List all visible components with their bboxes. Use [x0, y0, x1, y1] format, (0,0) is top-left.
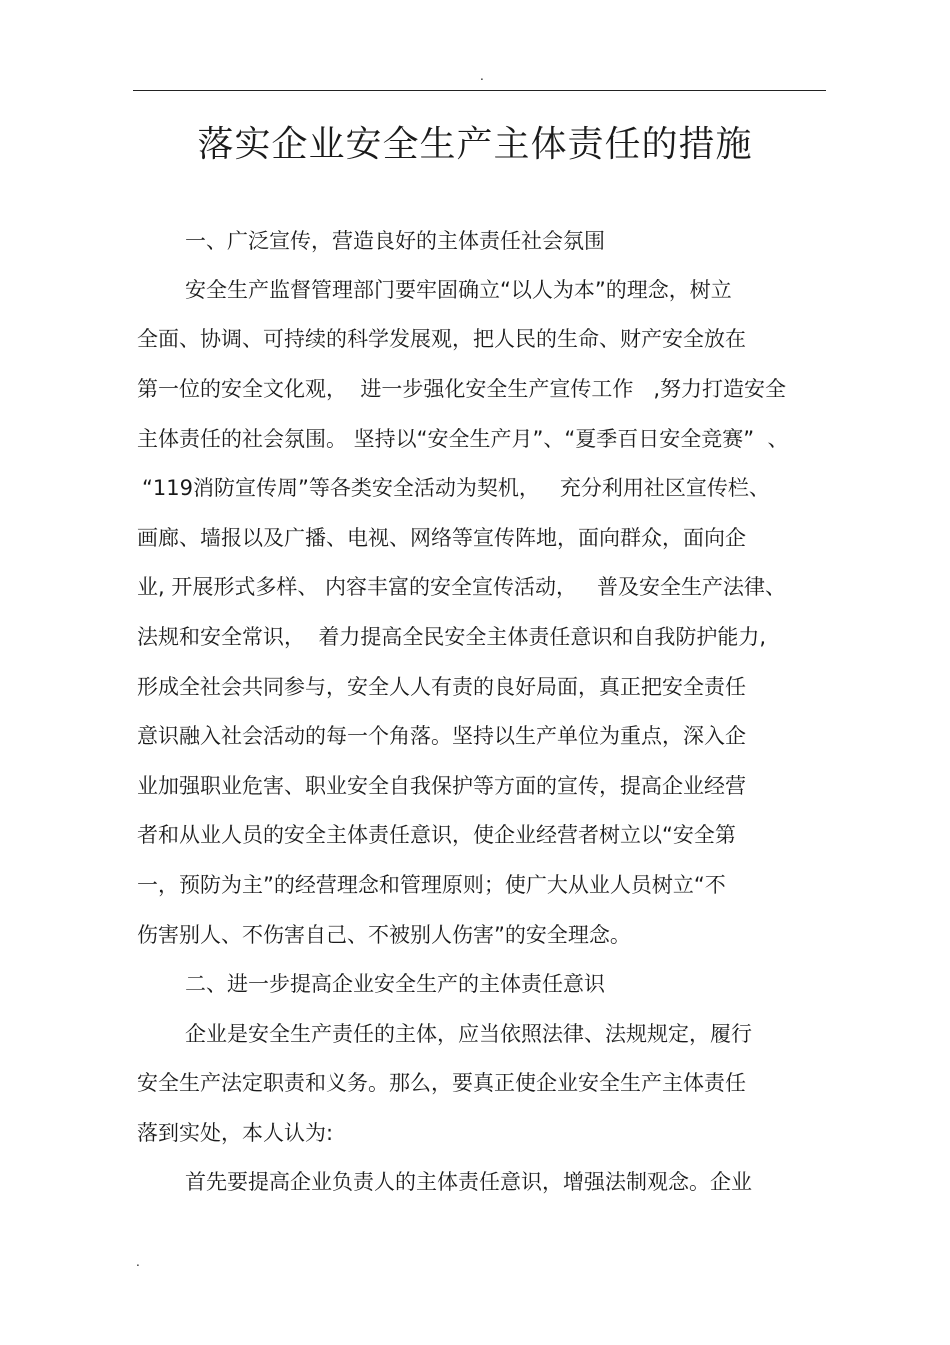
paragraph-line: 第一位的安全文化观， 进一步强化安全生产宣传工作 ,努力打造安全: [137, 377, 787, 401]
paragraph-line: 画廊、墙报以及广播、电视、网络等宣传阵地，面向群众，面向企: [137, 526, 746, 550]
paragraph-line: 落到实处，本人认为:: [137, 1121, 334, 1145]
paragraph-line: 业, 开展形式多样、 内容丰富的安全宣传活动， 普及安全生产法律、: [137, 575, 787, 599]
paragraph-line: 安全生产法定职责和义务。那么，要真正使企业安全生产主体责任: [137, 1071, 746, 1095]
heading-line-1: 一、广泛宣传，营造良好的主体责任社会氛围: [185, 229, 605, 253]
paragraph-line: 意识融入社会活动的每一个角落。坚持以生产单位为重点，深入企: [137, 724, 746, 748]
paragraph-line: 全面、协调、可持续的科学发展观，把人民的生命、财产安全放在: [137, 327, 746, 351]
paragraph-line: 法规和安全常识， 着力提高全民安全主体责任意识和自我防护能力,: [137, 625, 767, 649]
footer-dot: .: [136, 1255, 140, 1269]
paragraph-line: 者和从业人员的安全主体责任意识，使企业经营者树立以“安全第: [137, 823, 736, 847]
document-title: 落实企业安全生产主体责任的措施: [197, 124, 753, 165]
paragraph-line: 业加强职业危害、职业安全自我保护等方面的宣传，提高企业经营: [137, 774, 746, 798]
paragraph-line: 一，预防为主”的经营理念和管理原则；使广大从业人员树立“不: [137, 873, 726, 897]
paragraph-line: 企业是安全生产责任的主体，应当依照法律、法规规定，履行: [185, 1022, 752, 1046]
paragraph-line: 首先要提高企业负责人的主体责任意识，增强法制观念。企业: [185, 1170, 752, 1194]
header-dot: .: [480, 69, 484, 83]
paragraph-line: 形成全社会共同参与，安全人人有责的良好局面，真正把安全责任: [137, 675, 746, 699]
paragraph-line: 安全生产监督管理部门要牢固确立“以人为本”的理念，树立: [185, 278, 732, 302]
paragraph-line: 主体责任的社会氛围。 坚持以“安全生产月”、“夏季百日安全竞赛” 、: [137, 427, 789, 451]
header-rule: [133, 90, 826, 91]
heading-line-2: 二、进一步提高企业安全生产的主体责任意识: [185, 972, 605, 996]
paragraph-line: 伤害别人、不伤害自己、不被别人伤害”的安全理念。: [137, 923, 631, 947]
paragraph-line: “119消防宣传周”等各类安全活动为契机， 充分利用社区宣传栏、: [142, 476, 770, 500]
